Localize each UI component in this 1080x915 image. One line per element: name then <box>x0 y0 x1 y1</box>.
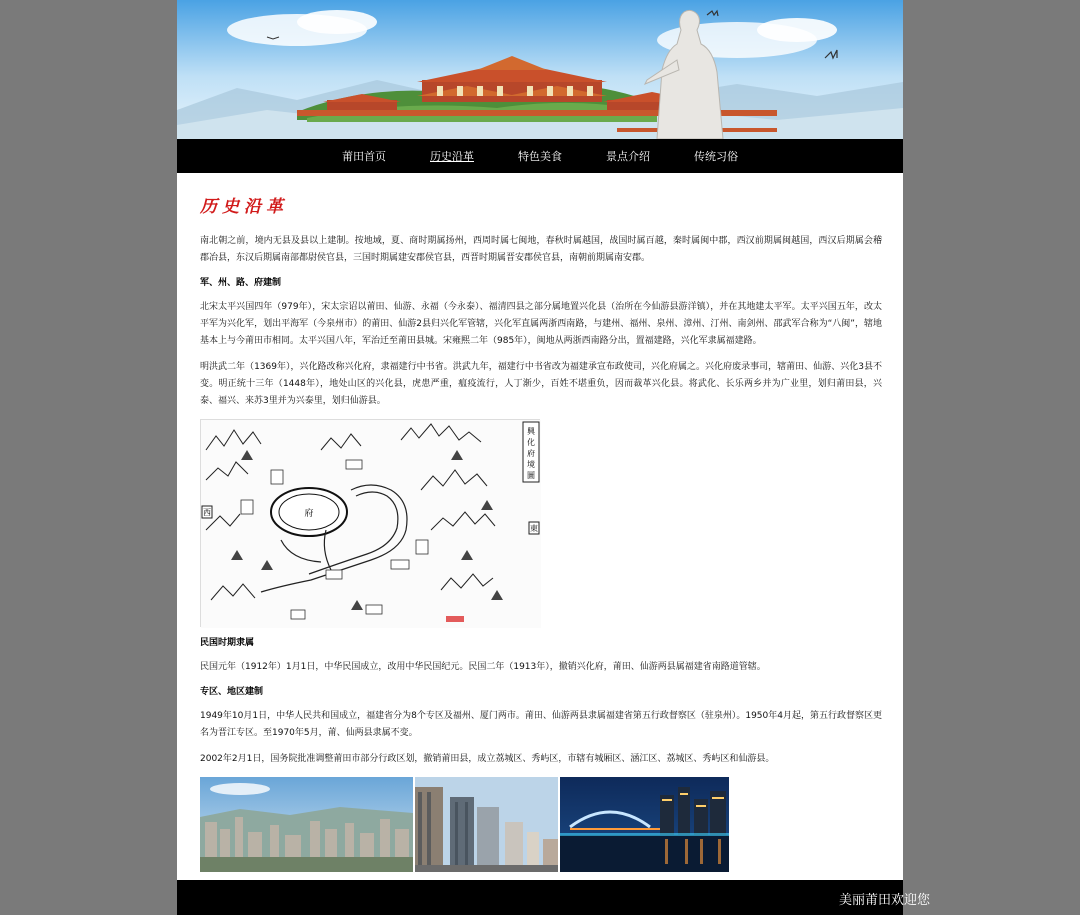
section-heading-republic: 民国时期隶属 <box>200 638 255 648</box>
banner-illustration <box>177 0 903 139</box>
map-title-char-5: 圖 <box>527 471 535 480</box>
footer-marquee-text: 美丽莆田欢迎您 <box>839 893 931 908</box>
paragraph-republic: 民国元年（1912年）1月1日，中华民国成立，改用中华民国纪元。民国二年（1913年），撤销兴化府，莆田、仙游两县属福建省南路道管辖。 <box>200 662 766 672</box>
paragraph-2002-adjustment: 2002年2月1日，国务院批准调整莆田市部分行政区划，撤销莆田县，成立荔城区、秀屿区，市辖有城厢区、涵江区、荔城区、秀屿区和仙游县。 <box>200 754 775 764</box>
header-banner <box>177 0 903 139</box>
city-aerial-photo <box>200 777 413 872</box>
intro-paragraph: 南北朝之前，境内无县及县以上建制。按地域，夏、商时期属扬州，西周时属七闽地，春秋时属越国，战国时属百越，秦时属闽中郡，西汉前期属闽越国，西汉后期属会稽郡冶县，东汉后期属南部都尉侯官县，三国时期属建安郡侯官县，西晋时期属晋安郡侯官县，南朝前期属南安郡。 <box>200 236 882 263</box>
city-skyline-photo <box>415 777 558 872</box>
main-content <box>200 190 882 872</box>
paragraph-song-dynasty: 北宋太平兴国四年（979年），宋太宗诏以莆田、仙游、永福（今永泰）、福清四县之部分属地置兴化县（治所在今仙游县游洋镇），并在其地建太平军。太平兴国五年，改太平军为兴化军，划出平海军（今泉州市）的莆田、仙游2县归兴化军管辖，兴化军直属两浙西南路，与建州、福州、泉州、漳州、汀州、南剑州、邵武军合称为“八闽”，辖地基本上与今莆田市相同。太平兴国八年，军治迁至莆田县城。宋雍熙二年（985年），闽地从两浙西南路分出，置福建路，兴化军隶属福建路。 <box>200 302 882 346</box>
main-nav <box>177 139 903 173</box>
section-heading-prefecture-district: 专区、地区建制 <box>200 687 264 697</box>
map-title-char-3: 府 <box>527 449 535 458</box>
page-title: 历史沿革 <box>200 197 288 217</box>
nav-item-food[interactable]: 特色美食 <box>518 150 562 163</box>
historical-map-image <box>200 419 540 627</box>
map-label-prefecture: 府 <box>304 509 314 519</box>
page-container <box>177 0 931 915</box>
photo-gallery <box>200 777 882 872</box>
paragraph-prc-founding: 1949年10月1日，中华人民共和国成立，福建省分为8个专区及福州、厦门两市。莆田、仙游两县隶属福建省第五行政督察区（驻泉州）。1950年4月起，第五行政督察区更名为晋江专区。至1970年5月，莆、仙两县隶属不变。 <box>200 711 882 738</box>
map-title-char-2: 化 <box>527 438 535 447</box>
map-label-east: 東 <box>530 524 538 533</box>
nav-item-customs[interactable]: 传统习俗 <box>694 150 738 163</box>
map-illustration <box>201 420 541 628</box>
city-night-photo <box>560 777 729 872</box>
nav-item-history[interactable]: 历史沿革 <box>430 150 474 163</box>
nav-item-home[interactable]: 莆田首页 <box>342 150 386 163</box>
map-title-char-1: 興 <box>527 427 535 436</box>
section-heading-military-prefecture: 军、州、路、府建制 <box>200 278 282 288</box>
nav-item-attractions[interactable]: 景点介绍 <box>606 150 650 163</box>
footer-bar <box>177 880 931 915</box>
map-label-west: 西 <box>203 508 211 517</box>
paragraph-ming-dynasty: 明洪武二年（1369年），兴化路改称兴化府，隶福建行中书省。洪武九年，福建行中书省改为福建承宣布政使司，兴化府属之。兴化府废录事司，辖莆田、仙游、兴化3县不变。明正统十三年（1448年），地处山区的兴化县，虎患严重，瘟疫流行，人丁渐少，百姓不堪重负，因而裁革兴化县。将武化、长乐两乡并为广业里，划归莆田县，兴泰、福兴、来苏3里并为兴泰里，划归仙游县。 <box>200 362 882 406</box>
map-title-char-4: 境 <box>527 460 535 469</box>
